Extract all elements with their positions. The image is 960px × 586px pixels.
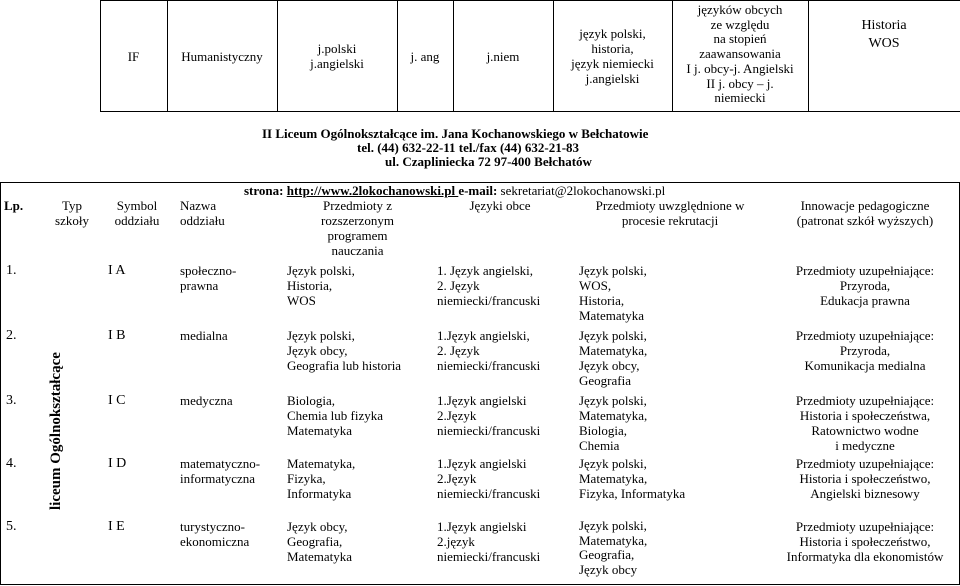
top-cell-subjects: j.polski j.angielski bbox=[310, 41, 364, 71]
row-languages: 1.Język angielski 2.Język niemiecki/francuski bbox=[437, 456, 541, 501]
row-lp: 1. bbox=[6, 263, 17, 278]
header-school-type: Typ szkoły bbox=[55, 198, 89, 228]
header-extended-subjects: Przedmioty z rozszerzonym programem nauczania bbox=[321, 198, 394, 258]
row-class-name: matematyczno- informatyczna bbox=[180, 456, 261, 486]
school-phone: tel. (44) 632-22-11 tel./fax (44) 632-21-83 bbox=[357, 140, 580, 155]
row-extended-subjects: Język polski, Historia, WOS bbox=[287, 263, 355, 308]
row-lp: 3. bbox=[6, 393, 17, 408]
row-innovations: Przedmioty uzupełniające: Przyroda, Edukacja prawna bbox=[795, 263, 935, 308]
row-symbol: I E bbox=[108, 519, 125, 534]
row-lp: 4. bbox=[6, 456, 17, 471]
row-symbol: I D bbox=[108, 456, 127, 471]
header-lp: Lp. bbox=[4, 198, 24, 213]
top-cell-extra: Historia WOS bbox=[861, 18, 907, 51]
top-cell-profile-code: IF bbox=[127, 49, 140, 64]
row-class-name: medyczna bbox=[180, 393, 233, 408]
school-name: II Liceum Ogólnokształcące im. Jana Kochanowskiego w Bełchatowie bbox=[262, 126, 649, 141]
row-extended-subjects: Biologia, Chemia lub fizyka Matematyka bbox=[287, 393, 384, 438]
header-class-name: Nazwa oddziału bbox=[180, 198, 225, 228]
row-symbol: I A bbox=[108, 263, 126, 278]
row-extended-subjects: Język obcy, Geografia, Matematyka bbox=[287, 519, 352, 564]
top-cell-language-levels: języków obcych ze względu na stopień zaawansowania I j. obcy-j. Angielski II j. obcy – j. niemiecki bbox=[686, 2, 794, 106]
school-website-link[interactable]: http://www.2lokochanowski.pl bbox=[286, 183, 459, 198]
school-web-line: strona: http://www.2lokochanowski.pl e-mail: sekretariat@2lokochanowski.pl bbox=[244, 183, 666, 198]
header-symbol: Symbol oddziału bbox=[114, 198, 160, 228]
header-recruitment-subjects: Przedmioty uwzględnione w procesie rekrutacji bbox=[595, 198, 745, 228]
school-type-vertical: liceum Ogólnokształcące bbox=[48, 352, 64, 510]
row-symbol: I C bbox=[108, 393, 126, 408]
row-class-name: społeczno- prawna bbox=[180, 263, 237, 293]
row-class-name: turystyczno- ekonomiczna bbox=[180, 519, 250, 549]
row-extended-subjects: Język polski, Język obcy, Geografia lub historia bbox=[287, 328, 402, 373]
top-cell-lang-2: j.niem bbox=[486, 49, 520, 64]
row-lp: 2. bbox=[6, 328, 17, 343]
row-lp: 5. bbox=[6, 519, 17, 534]
row-languages: 1. Język angielski, 2. Język niemiecki/francuski bbox=[437, 263, 541, 308]
row-innovations: Przedmioty uzupełniające: Historia i społeczeństwo, Informatyka dla ekonomistów bbox=[786, 519, 944, 564]
school-address: ul. Czapliniecka 72 97-400 Bełchatów bbox=[385, 154, 592, 169]
top-cell-profile-name: Humanistyczny bbox=[181, 49, 263, 64]
row-innovations: Przedmioty uzupełniające: Historia i społeczeństwo, Angielski biznesowy bbox=[795, 456, 935, 501]
row-extended-subjects: Matematyka, Fizyka, Informatyka bbox=[287, 456, 356, 501]
row-recruitment-subjects: Język polski, Matematyka, Geografia, Język obcy bbox=[579, 518, 648, 577]
row-innovations: Przedmioty uzupełniające: Historia i społeczeństwa, Ratownictwo wodne i medyczne bbox=[795, 393, 935, 453]
row-class-name: medialna bbox=[180, 328, 228, 343]
school-email[interactable]: sekretariat@2lokochanowski.pl bbox=[500, 183, 666, 198]
row-innovations: Przedmioty uzupełniające: Przyroda, Komunikacja medialna bbox=[795, 328, 935, 373]
row-recruitment-subjects: Język polski, WOS, Historia, Matematyka bbox=[579, 263, 647, 323]
row-languages: 1.Język angielski 2.język niemiecki/francuski bbox=[437, 519, 541, 564]
header-innovations: Innowacje pedagogiczne (patronat szkół wyższych) bbox=[796, 198, 934, 228]
row-symbol: I B bbox=[108, 328, 126, 343]
row-languages: 1.Język angielski 2.Język niemiecki/francuski bbox=[437, 393, 541, 438]
header-languages: Języki obce bbox=[469, 198, 531, 213]
top-cell-lang-1: j. ang bbox=[410, 49, 440, 64]
row-languages: 1.Język angielski, 2. Język niemiecki/francuski bbox=[437, 328, 541, 373]
row-recruitment-subjects: Język polski, Matematyka, Język obcy, Geografia bbox=[579, 328, 648, 388]
row-recruitment-subjects: Język polski, Matematyka, Fizyka, Informatyka bbox=[579, 456, 686, 501]
row-recruitment-subjects: Język polski, Matematyka, Biologia, Chemia bbox=[579, 393, 648, 453]
top-cell-recruitment-subjects: język polski, historia, język niemiecki j.angielski bbox=[571, 26, 654, 86]
